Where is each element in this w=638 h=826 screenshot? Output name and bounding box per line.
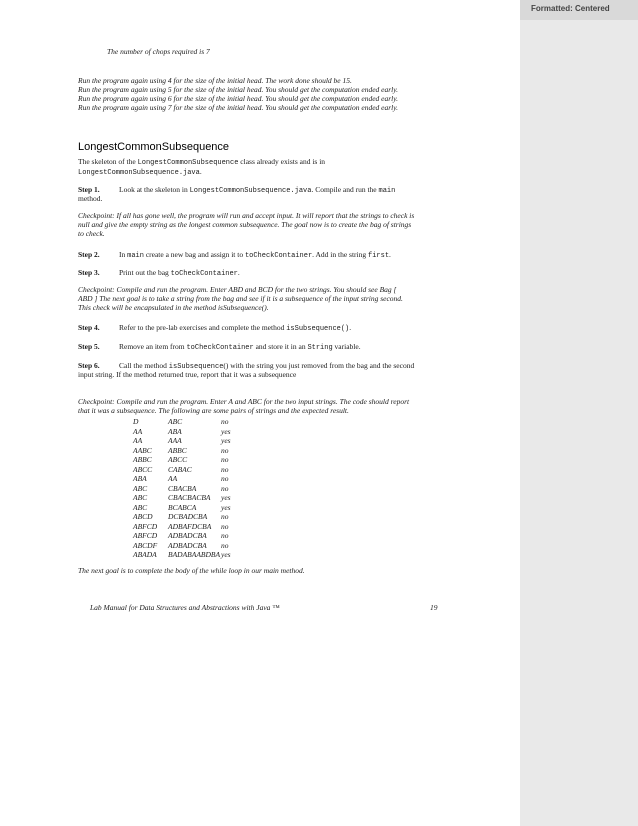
pair-second-string: ABBC bbox=[168, 445, 187, 455]
step-6-code-method: isSubsequence bbox=[168, 363, 224, 371]
pair-result: yes bbox=[221, 436, 231, 445]
pair-first-string: ABCDF bbox=[133, 540, 158, 550]
pair-first-string: ABCD bbox=[133, 512, 153, 521]
checkpoint-2-line-3: This check will be encapsulated in the method isSubsequence(). bbox=[78, 303, 269, 312]
pair-result: no bbox=[221, 521, 229, 531]
pair-second-string: CBACBA bbox=[168, 483, 197, 493]
pair-result: yes bbox=[221, 550, 231, 559]
checkpoint-1-line-2: null and give the empty string as the longest common subsequence. The goal now is to create the bag of strings bbox=[78, 220, 412, 229]
intro-file-code: LongestCommonSubsequence.java bbox=[78, 169, 200, 177]
pair-result: yes bbox=[221, 493, 231, 502]
pair-first-string: ABBC bbox=[133, 455, 152, 464]
intro-class-code: LongestCommonSubsequence bbox=[137, 159, 239, 167]
intro-text: The skeleton of the bbox=[78, 157, 138, 166]
pair-first-string: AA bbox=[133, 436, 143, 445]
checkpoint-2-line-1: Checkpoint: Compile and run the program. Enter ABD and BCD for the two strings. You should see Bag [ bbox=[78, 285, 397, 294]
formatting-comment-label[interactable]: Formatted: Centered bbox=[531, 4, 610, 13]
pair-result: no bbox=[221, 483, 229, 493]
pair-result: no bbox=[221, 540, 229, 550]
pair-first-string: AABC bbox=[133, 445, 152, 455]
pair-second-string: CBACBACBA bbox=[168, 493, 211, 502]
step-1-code-main: main bbox=[378, 187, 396, 195]
step-6-text-a: Call the method bbox=[119, 361, 169, 370]
table-row bbox=[133, 541, 231, 551]
footer-title: Lab Manual for Data Structures and Abstractions with Java ™ bbox=[90, 603, 280, 612]
step-5-text-a: Remove an item from bbox=[119, 342, 187, 351]
page-number: 19 bbox=[430, 603, 438, 612]
table-row bbox=[133, 550, 231, 560]
step-2-code-container: toCheckContainer bbox=[244, 252, 313, 260]
pair-second-string: ABC bbox=[168, 417, 183, 426]
run-line-4: Run the program again using 7 for the size of the initial head. You should get the computation ended early. bbox=[78, 103, 399, 112]
pair-second-string: BADABAABDBA bbox=[168, 550, 221, 559]
step-5-code-string: String bbox=[307, 344, 333, 352]
step-1-text-b: . Compile and run the bbox=[311, 185, 379, 194]
step-2-text-c: . Add in the string bbox=[312, 250, 369, 259]
table-row bbox=[133, 522, 231, 532]
checkpoint-3-line-2: that it was a subsequence. The following are some pairs of strings and the expected result. bbox=[78, 406, 349, 415]
pair-first-string: ABADA bbox=[133, 550, 157, 559]
step-3-text bbox=[119, 268, 240, 279]
table-row bbox=[133, 503, 231, 513]
pair-second-string: ADBAFDCBA bbox=[168, 521, 212, 531]
step-6-text-b: () with the string you just removed from the bag and the second bbox=[223, 361, 415, 370]
step-1-text bbox=[119, 185, 395, 196]
table-row bbox=[133, 455, 231, 465]
pair-first-string: ABA bbox=[133, 474, 147, 483]
step-4-code-method: isSubsequence() bbox=[286, 325, 350, 333]
step-4-label: Step 4. bbox=[78, 323, 100, 332]
pair-result: no bbox=[221, 464, 229, 474]
step-3-text-a: Print out the bag bbox=[119, 268, 171, 277]
pair-second-string: ADBADCBA bbox=[168, 540, 207, 550]
comment-margin bbox=[520, 0, 638, 826]
table-row bbox=[133, 531, 231, 541]
pair-result: yes bbox=[221, 426, 231, 436]
checkpoint-2-line-2: ABD ] The next goal is to take a string from the bag and see if it is a subsequence of the input string second. bbox=[78, 294, 403, 303]
run-line-2: Run the program again using 5 for the size of the initial head. You should get the computation ended early. bbox=[78, 85, 399, 94]
pair-result: no bbox=[221, 531, 229, 540]
pair-result: yes bbox=[221, 502, 231, 512]
pair-first-string: D bbox=[133, 417, 139, 426]
pair-second-string: DCBADCBA bbox=[168, 512, 208, 521]
step-1-code-file: LongestCommonSubsequence.java bbox=[189, 187, 312, 195]
step-4-text bbox=[119, 323, 351, 334]
run-line-1: Run the program again using 4 for the size of the initial head. The work done should be 15. bbox=[78, 76, 352, 85]
table-row bbox=[133, 417, 231, 427]
step-5-code-container: toCheckContainer bbox=[186, 344, 254, 352]
step-2-code-first: first bbox=[368, 252, 390, 260]
string-pairs-table bbox=[133, 417, 231, 560]
pair-second-string: ABCC bbox=[168, 455, 188, 464]
pair-result: no bbox=[221, 445, 229, 455]
checkpoint-1-line-3: to check. bbox=[78, 229, 105, 238]
pair-second-string: ADBADCBA bbox=[168, 531, 207, 540]
step-5-text-c: variable. bbox=[332, 342, 361, 351]
table-row bbox=[133, 474, 231, 484]
table-row bbox=[133, 465, 231, 475]
table-row bbox=[133, 427, 231, 437]
step-2-text bbox=[119, 250, 391, 261]
checkpoint-3-line-1: Checkpoint: Compile and run the program. Enter A and ABC for the two input strings. The code should report bbox=[78, 397, 410, 406]
pair-second-string: AA bbox=[168, 474, 178, 483]
step-1-label: Step 1. bbox=[78, 185, 100, 194]
pair-first-string: ABFCD bbox=[133, 521, 158, 531]
pair-first-string: ABFCD bbox=[133, 531, 158, 540]
checkpoint-1-line-1: Checkpoint: If all has gone well, the program will run and accept input. It will report that the strings to check is bbox=[78, 211, 415, 220]
step-5-text-b: and store it in an bbox=[253, 342, 308, 351]
pair-second-string: ABA bbox=[168, 426, 182, 436]
pair-second-string: AAA bbox=[168, 436, 182, 445]
pair-first-string: ABCC bbox=[133, 464, 153, 474]
step-2-code-main: main bbox=[127, 252, 144, 260]
pair-second-string: CABAC bbox=[168, 464, 192, 474]
table-row bbox=[133, 446, 231, 456]
pair-result: no bbox=[221, 474, 229, 483]
step-1-text-a: Look at the skeleton in bbox=[119, 185, 190, 194]
step-4-text-b: . bbox=[349, 323, 352, 332]
step-3-text-b: . bbox=[237, 268, 240, 277]
pair-first-string: ABC bbox=[133, 483, 148, 493]
intro-line-2 bbox=[78, 167, 202, 178]
pair-result: no bbox=[221, 455, 229, 464]
next-goal-line: The next goal is to complete the body of the while loop in our main method. bbox=[78, 566, 305, 575]
intro-text-2: class already exists and is in bbox=[238, 157, 326, 166]
step-4-text-a: Refer to the pre-lab exercises and complete the method bbox=[119, 323, 287, 332]
step-2-text-d: . bbox=[389, 250, 391, 259]
step-3-label: Step 3. bbox=[78, 268, 100, 277]
intro-period: . bbox=[199, 167, 202, 176]
step-3-code-container: toCheckContainer bbox=[170, 270, 238, 278]
run-line-3: Run the program again using 6 for the size of the initial head. You should get the computation ended early. bbox=[78, 94, 399, 103]
pair-second-string: BCABCA bbox=[168, 502, 197, 512]
pair-first-string: AA bbox=[133, 426, 143, 436]
step-5-text bbox=[119, 342, 361, 353]
table-row bbox=[133, 484, 231, 494]
step-5-label: Step 5. bbox=[78, 342, 100, 351]
table-row bbox=[133, 436, 231, 446]
pair-result: no bbox=[221, 417, 229, 426]
table-row bbox=[133, 493, 231, 503]
step-6-label: Step 6. bbox=[78, 361, 100, 370]
section-heading: LongestCommonSubsequence bbox=[78, 141, 230, 153]
step-1-continuation: method. bbox=[78, 194, 103, 203]
step-2-text-b: create a new bag and assign it to bbox=[143, 250, 245, 259]
pair-first-string: ABC bbox=[133, 493, 148, 502]
step-6-continuation: input string. If the method returned true, report that it was a subsequence bbox=[78, 370, 297, 379]
step-2-label: Step 2. bbox=[78, 250, 100, 259]
step-2-text-a: In bbox=[119, 250, 128, 259]
chops-line: The number of chops required is 7 bbox=[107, 47, 210, 56]
table-row bbox=[133, 512, 231, 522]
pair-first-string: ABC bbox=[133, 502, 148, 512]
pair-result: no bbox=[221, 512, 229, 521]
